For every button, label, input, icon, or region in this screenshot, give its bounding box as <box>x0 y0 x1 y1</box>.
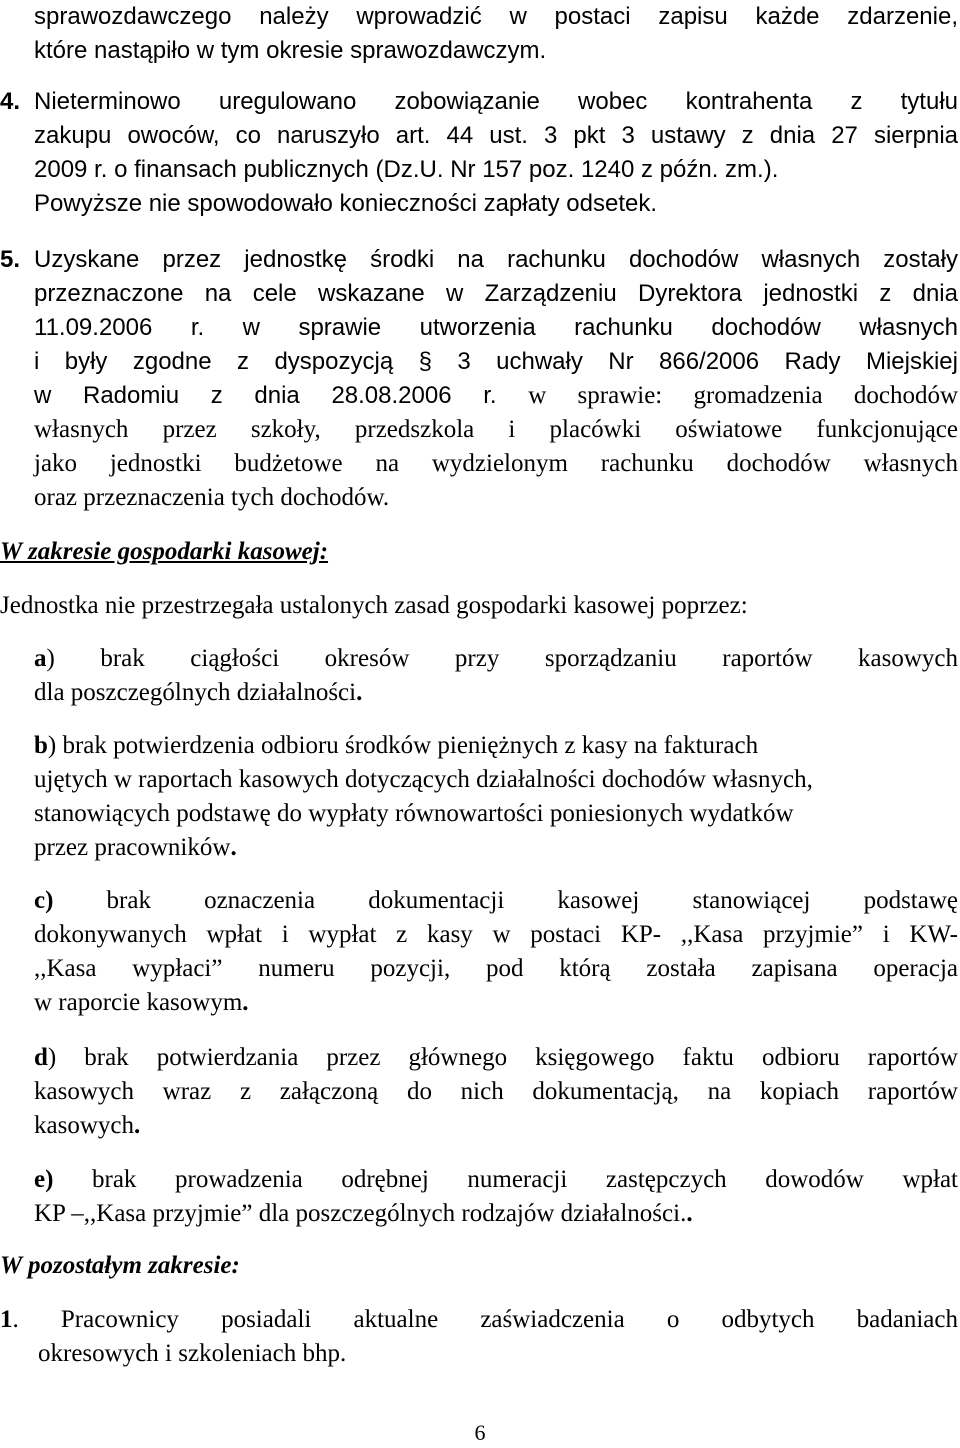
item-4-line-1: Nieterminowo uregulowano zobowiązanie wobec kontrahenta z tytułu <box>34 88 958 115</box>
item-b-line-4: przez pracowników. <box>34 834 237 861</box>
section-intro-cash: Jednostka nie przestrzegała ustalonych zasad gospodarki kasowej poprzez: <box>0 592 748 619</box>
item-1-line-1: 1. Pracownicy posiadali aktualne zaświadczenia o odbytych badaniach <box>0 1306 958 1333</box>
page-number: 6 <box>474 1420 486 1445</box>
item-a-line-2: dla poszczególnych działalności. <box>34 679 363 706</box>
item-4-line-3: 2009 r. o finansach publicznych (Dz.U. Nr 157 poz. 1240 z późn. zm.). <box>34 156 779 183</box>
intro-line-2: które nastąpiło w tym okresie sprawozdawczym. <box>34 37 547 64</box>
item-1-number: 1 <box>0 1306 13 1333</box>
item-a-letter: a <box>34 645 47 672</box>
item-d-line-2: kasowych wraz z załączoną do nich dokumentacją, na kopiach raportów <box>34 1078 958 1105</box>
item-4-line-4: Powyższe nie spowodowało konieczności zapłaty odsetek. <box>34 190 658 217</box>
item-b-letter: b <box>34 732 48 759</box>
item-5-line-5-serif: w sprawie: gromadzenia dochodów <box>528 382 959 409</box>
item-e-letter: e) <box>34 1166 54 1193</box>
item-d-line-3: kasowych. <box>34 1112 141 1139</box>
item-5-line-2: przeznaczone na cele wskazane w Zarządzeniu Dyrektora jednostki z dnia <box>34 280 958 307</box>
intro-line-1: sprawozdawczego należy wprowadzić w postaci zapisu każde zdarzenie, <box>34 3 958 30</box>
item-b-line-1: b) brak potwierdzenia odbioru środków pieniężnych z kasy na fakturach <box>34 732 759 759</box>
item-5-line-8: oraz przeznaczenia tych dochodów. <box>34 484 390 511</box>
item-5-line-3: 11.09.2006 r. w sprawie utworzenia rachunku dochodów własnych <box>34 314 958 341</box>
item-a <box>34 642 958 710</box>
item-4-number: 4. <box>0 88 21 115</box>
item-e <box>34 1163 958 1231</box>
section-heading-other: W pozostałym zakresie: <box>0 1252 240 1279</box>
item-4-line-2: zakupu owoców, co naruszyło art. 44 ust. 3 pkt 3 ustawy z dnia 27 sierpnia <box>34 122 958 149</box>
item-5-line-7: jako jednostki budżetowe na wydzielonym rachunku dochodów własnych <box>34 450 958 477</box>
item-b <box>34 729 958 865</box>
item-e-line-2: KP –,,Kasa przyjmie” dla poszczególnych rodzajów działalności.. <box>34 1200 693 1227</box>
item-c-line-1: c) brak oznaczenia dokumentacji kasowej stanowiącej podstawę <box>34 887 958 914</box>
item-4 <box>0 85 958 221</box>
item-d <box>34 1041 958 1143</box>
item-5 <box>0 243 958 515</box>
item-a-line-1: a) brak ciągłości okresów przy sporządzaniu raportów kasowych <box>34 645 958 672</box>
item-c-line-2: dokonywanych wpłat i wypłat z kasy w postaci KP- ,,Kasa przyjmie” i KW- <box>34 921 958 948</box>
section-heading-cash: W zakresie gospodarki kasowej: <box>0 538 329 565</box>
item-5-line-4: i były zgodne z dyspozycją § 3 uchwały Nr 866/2006 Rady Miejskiej <box>34 348 958 375</box>
item-1-line-2: okresowych i szkoleniach bhp. <box>38 1340 347 1367</box>
intro-paragraph <box>34 0 958 68</box>
item-c-line-3: ,,Kasa wypłaci” numeru pozycji, pod którą została zapisana operacja <box>34 955 958 982</box>
item-5-line-5 <box>34 379 958 413</box>
item-c-line-4: w raporcie kasowym. <box>34 989 249 1016</box>
item-5-number: 5. <box>0 246 21 273</box>
item-5-line-6: własnych przez szkoły, przedszkola i placówki oświatowe funkcjonujące <box>34 416 958 443</box>
item-5-line-1: Uzyskane przez jednostkę środki na rachunku dochodów własnych zostały <box>34 246 958 273</box>
item-b-line-2: ujętych w raportach kasowych dotyczących działalności dochodów własnych, <box>34 766 813 793</box>
item-b-line-3: stanowiących podstawę do wypłaty równowartości poniesionych wydatków <box>34 800 794 827</box>
item-e-line-1: e) brak prowadzenia odrębnej numeracji zastępczych dowodów wpłat <box>34 1166 958 1193</box>
item-d-letter: d <box>34 1044 48 1071</box>
item-1 <box>0 1303 958 1371</box>
item-5-line-5-sans: w Radomiu z dnia 28.08.2006 r. <box>34 382 497 409</box>
item-d-line-1: d) brak potwierdzania przez głównego księgowego faktu odbioru raportów <box>34 1044 958 1071</box>
item-c-letter: c) <box>34 887 54 914</box>
item-c <box>34 884 958 1020</box>
